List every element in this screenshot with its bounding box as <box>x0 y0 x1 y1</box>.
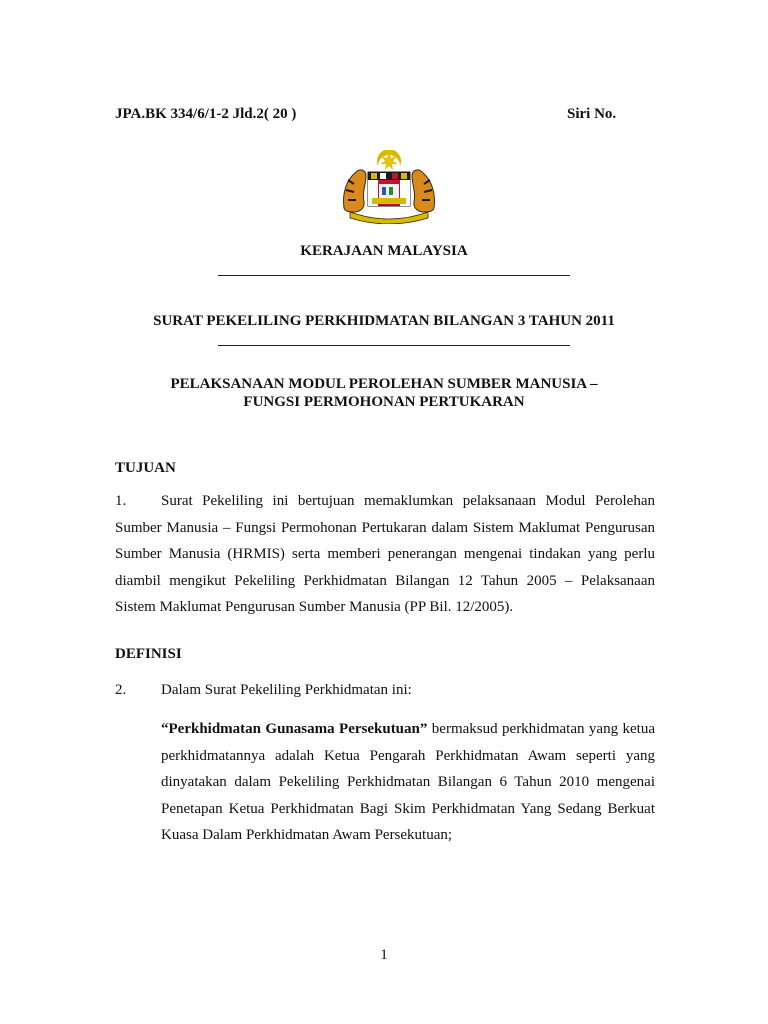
definition-term: “Perkhidmatan Gunasama Persekutuan” <box>161 721 428 737</box>
definisi-heading: DEFINISI <box>115 646 182 662</box>
circular-title: SURAT PEKELILING PERKHIDMATAN BILANGAN 3 TAHUN 2011 <box>153 313 615 329</box>
tujuan-heading: TUJUAN <box>115 460 176 476</box>
definition-text: bermaksud perkhidmatan yang ketua perkhidmatannya adalah Ketua Pengarah Perkhidmatan Awam seperti yang dinyatakan dalam Pekeliling Perkhidmatan Bilangan 6 Tahun 2010 mengenai Penetapan Ketua Perkhidmatan Bagi Skim Perkhidmatan Yang Sedang Berkuat Kuasa Dalam Perkhidmatan Awam Persekutuan; <box>161 721 655 843</box>
paragraph-text: Surat Pekeliling ini bertujuan memaklumkan pelaksanaan Modul Perolehan Sumber Manusia – Fungsi Permohonan Pertukaran dalam Sistem Maklumat Pengurusan Sumber Manusia (HRMIS) serta memberi penerangan mengenai tindakan yang perlu diambil mengikut Pekeliling Perkhidmatan Bilangan 12 Tahun 2005 – Pelaksanaan Sistem Maklumat Pengurusan Sumber Manusia (PP Bil. 12/2005). <box>115 493 655 615</box>
reference-number: JPA.BK 334/6/1-2 Jld.2( 20 ) <box>115 106 297 122</box>
title-divider <box>218 275 570 276</box>
paragraph-text: Dalam Surat Pekeliling Perkhidmatan ini: <box>161 682 412 698</box>
siri-number-label: Siri No. <box>567 106 617 122</box>
subject-title-line2: FUNGSI PERMOHONAN PERTUKARAN <box>243 394 525 410</box>
page-number: 1 <box>380 947 388 963</box>
paragraph-number: 2. <box>115 682 127 698</box>
subject-title-line1: PELAKSANAAN MODUL PEROLEHAN SUMBER MANUSIA – <box>170 376 598 392</box>
paragraph-number: 1. <box>115 493 127 509</box>
government-title: KERAJAAN MALAYSIA <box>300 243 468 259</box>
tujuan-paragraph <box>115 488 655 621</box>
definition-paragraph <box>161 716 655 849</box>
circular-divider <box>218 345 570 346</box>
malaysia-coat-of-arms-icon <box>336 150 442 224</box>
definisi-intro-paragraph <box>115 677 655 704</box>
